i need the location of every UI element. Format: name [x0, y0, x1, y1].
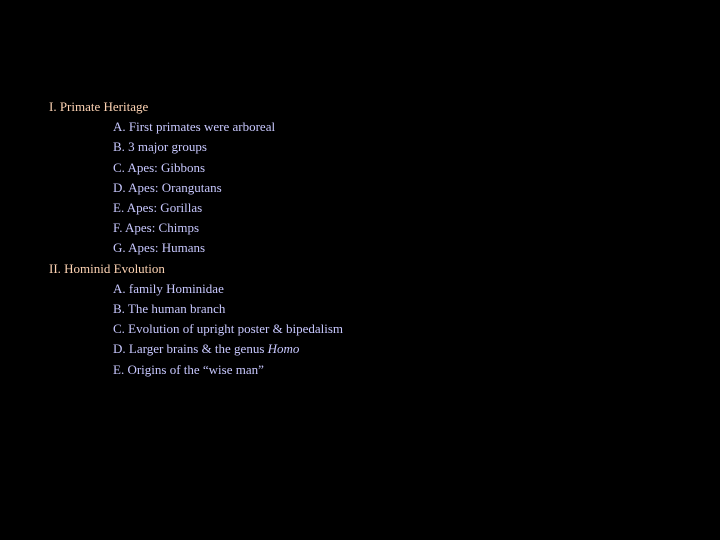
outline-item: G. Apes: Humans — [113, 240, 206, 256]
outline-item: C. Apes: Gibbons — [113, 159, 206, 175]
outline-item: A. First primates were arboreal — [113, 119, 276, 135]
outline-item: B. The human branch — [113, 301, 226, 316]
outline-item-text: D. Larger brains & the genus — [113, 341, 265, 357]
genus-name-italic: Homo — [267, 341, 300, 357]
outline-item: B. 3 major groups — [113, 139, 207, 155]
outline-item: A. family Hominidae — [113, 280, 224, 296]
outline-item: F. Apes: Chimps — [113, 220, 200, 236]
outline-item — [113, 340, 299, 358]
section-heading-hominid-evolution: II. Hominid Evolution — [49, 260, 165, 276]
outline-item: D. Apes: Orangutans — [113, 179, 222, 195]
outline-item: C. Evolution of upright poster & bipedalism — [113, 321, 344, 337]
section-heading-primate-heritage: I. Primate Heritage — [49, 99, 149, 114]
outline-item: E. Origins of the “wise man” — [113, 361, 264, 377]
outline-item: E. Apes: Gorillas — [113, 200, 203, 215]
